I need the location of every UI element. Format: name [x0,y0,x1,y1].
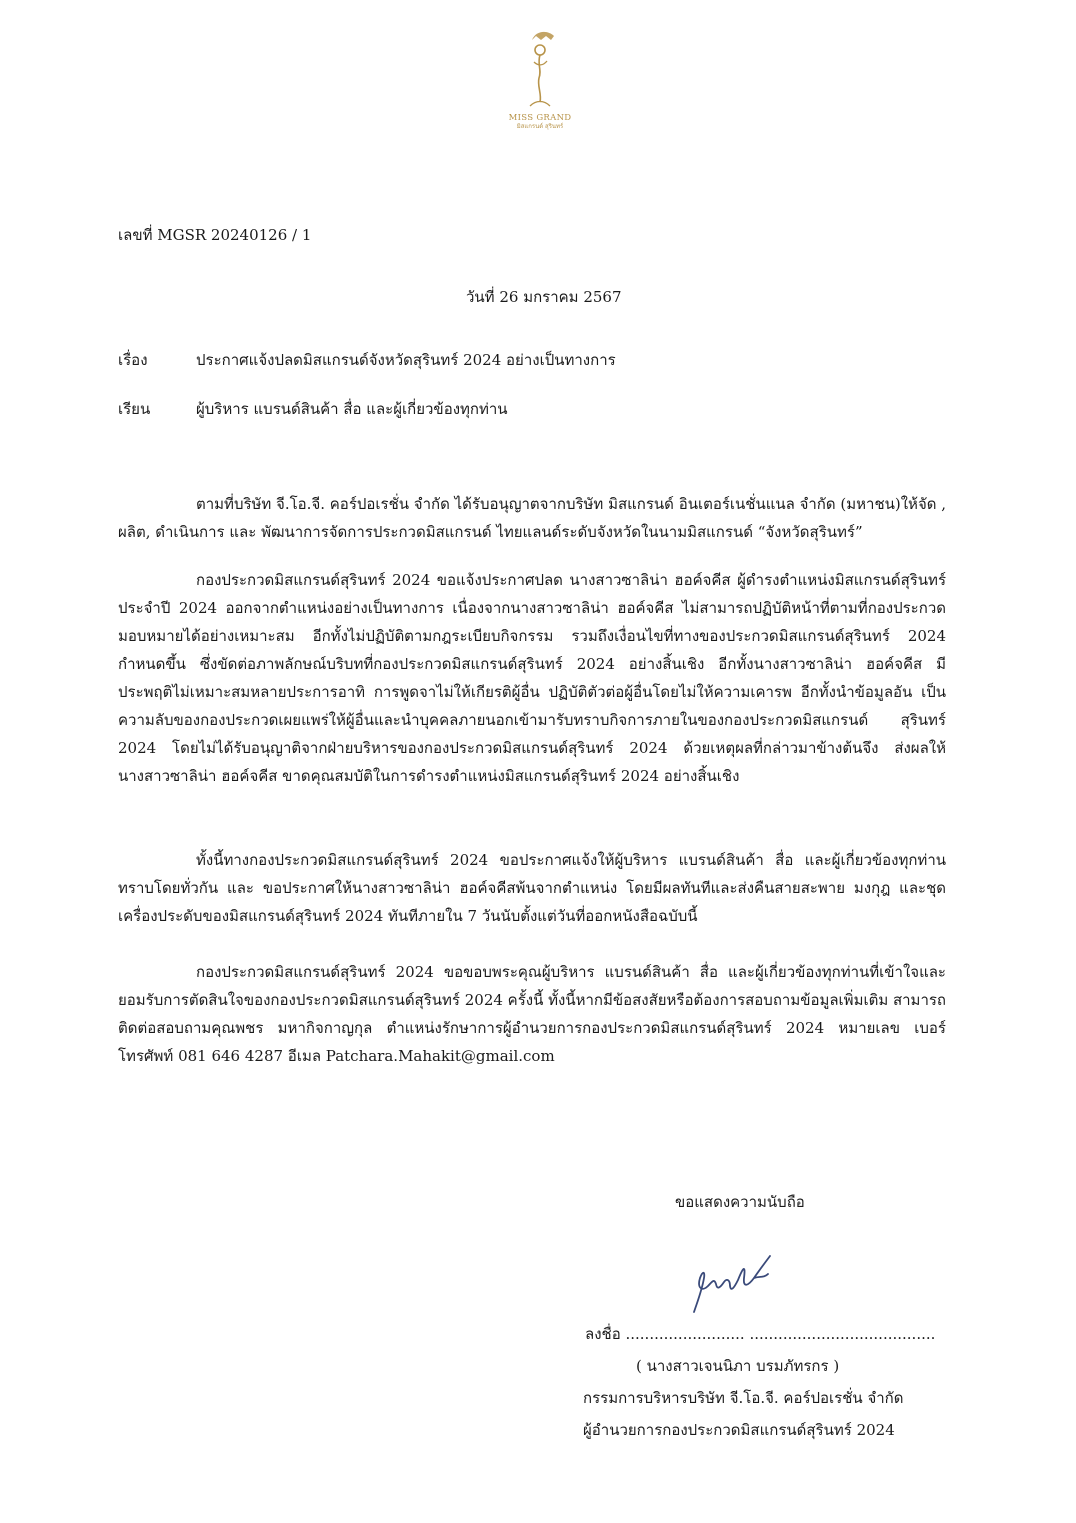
subject-text: ประกาศแจ้งปลดมิสแกรนด์จังหวัดสุรินทร์ 2024 อย่างเป็นทางการ [196,351,616,369]
document-number: เลขที่ MGSR 20240126 / 1 [118,226,312,244]
document-date: วันที่ 26 มกราคม 2567 [466,288,622,306]
subject-label: เรื่อง [118,351,148,369]
body-paragraph-3: ทั้งนี้ทางกองประกวดมิสแกรนด์สุรินทร์ 2024 ขอประกาศแจ้งให้ผู้บริหาร แบรนด์สินค้า สื่อ และผู้เกี่ยวข้องทุกท่าน ทราบโดยทั่วกัน และ ขอประกาศให้นางสาวซาลิน่า ฮอค์จคีสพ้นจากตำแหน่ง โดยมีผลทันทีและส่งคืนสายสะพาย มงกุฎ และชุด เครื่องประดับของมิสแกรนด์สุรินทร์ 2024 ทันทีภายใน 7 วันนับตั้งแต่วันที่ออกหนังสือฉบับนี้ [118,851,946,925]
signer-name: ( นางสาวเจนนิภา บรมภัทรกร ) [636,1357,840,1375]
signer-title-director: ผู้อำนวยการกองประกวดมิสแกรนด์สุรินทร์ 2024 [583,1421,895,1439]
signer-title-company: กรรมการบริหารบริษัท จี.โอ.จี. คอร์ปอเรชั่น จำกัด [583,1389,904,1407]
miss-grand-logo [508,28,572,140]
logo-brand-text: MISS GRAND [508,113,572,123]
signature-line: ลงชื่อ ......................... ....................................... [585,1325,936,1343]
crowned-figure-logo-icon [518,28,562,112]
logo-sub-text: มิสแกรนด์ สุรินทร์ [516,123,564,130]
recipient-label: เรียน [118,400,151,418]
handwritten-signature [684,1248,794,1328]
body-paragraph-4: กองประกวดมิสแกรนด์สุรินทร์ 2024 ขอขอบพระคุณผู้บริหาร แบรนด์สินค้า สื่อ และผู้เกี่ยวข้องทุกท่านที่เข้าใจและ ยอมรับการตัดสินใจของกองประกวดมิสแกรนด์สุรินทร์ 2024 ครั้งนี้ ทั้งนี้หากมีข้อสงสัยหรือต้องการสอบถามข้อมูลเพิ่มเติม สามารถติดต่อสอบถามคุณพชร มหากิจกาญกุล ตำแหน่งรักษาการผู้อำนวยการกองประกวดมิสแกรนด์สุรินทร์ 2024 หมายเลข เบอร์โทรศัพท์ 081 646 4287 อีเมล Patchara.Mahakit@gmail.com [118,963,947,1065]
recipient-text: ผู้บริหาร แบรนด์สินค้า สื่อ และผู้เกี่ยวข้องทุกท่าน [196,400,508,418]
closing-text: ขอแสดงความนับถือ [675,1193,805,1211]
body-paragraph-1: ตามที่บริษัท จี.โอ.จี. คอร์ปอเรชั่น จำกัด ได้รับอนุญาตจากบริษัท มิสแกรนด์ อินเตอร์เนชั่นแนล จำกัด (มหาชน)ให้จัด , ผลิต, ดำเนินการ และ พัฒนาการจัดการประกวดมิสแกรนด์ ไทยแลนด์ระดับจังหวัดในนามมิสแกรนด์ “จังหวัดสุรินทร์” [118,495,947,541]
body-paragraph-2: กองประกวดมิสแกรนด์สุรินทร์ 2024 ขอแจ้งประกาศปลด นางสาวซาลิน่า ฮอค์จคีส ผู้ดำรงตำแหน่งมิสแกรนด์สุรินทร์ ประจำปี 2024 ออกจากตำแหน่งอย่างเป็นทางการ เนื่องจากนางสาวซาลิน่า ฮอค์จคีส ไม่สามารถปฏิบัติหน้าที่ตามที่กองประกวด มอบหมายได้อย่างเหมาะสม อีกทั้งไม่ปฏิบัติตามกฎระเบียบกิจกรรม รวมถึงเงื่อนไขที่ทางของประกวดมิสแกรนด์สุรินทร์ 2024 กำหนดขึ้น ซึ่งขัดต่อภาพลักษณ์บริบทที่กองประกวดมิสแกรนด์สุรินทร์ 2024 อย่างสิ้นเชิง อีกทั้งนางสาวซาลิน่า ฮอค์จคีส มี ประพฤติไม่เหมาะสมหลายประการอาทิ การพูดจาไม่ให้เกียรติผู้อื่น ปฏิบัติตัวต่อผู้อื่นโดยไม่ให้ความเคารพ อีกทั้งนำข้อมูลอัน เป็นความลับของกองประกวดเผยแพร่ให้ผู้อื่นและนำบุคคลภายนอกเข้ามารับทราบกิจการภายในของกองประกวดมิสแกรนด์ สุรินทร์ 2024 โดยไม่ได้รับอนุญาติจากฝ่ายบริหารของกองประกวดมิสแกรนด์สุรินทร์ 2024 ด้วยเหตุผลที่กล่าวมาข้างต้นจึง ส่งผลให้ นางสาวซาลิน่า ฮอค์จคีส ขาดคุณสมบัติในการดำรงตำแหน่งมิสแกรนด์สุรินทร์ 2024 อย่างสิ้นเชิง [118,571,946,785]
